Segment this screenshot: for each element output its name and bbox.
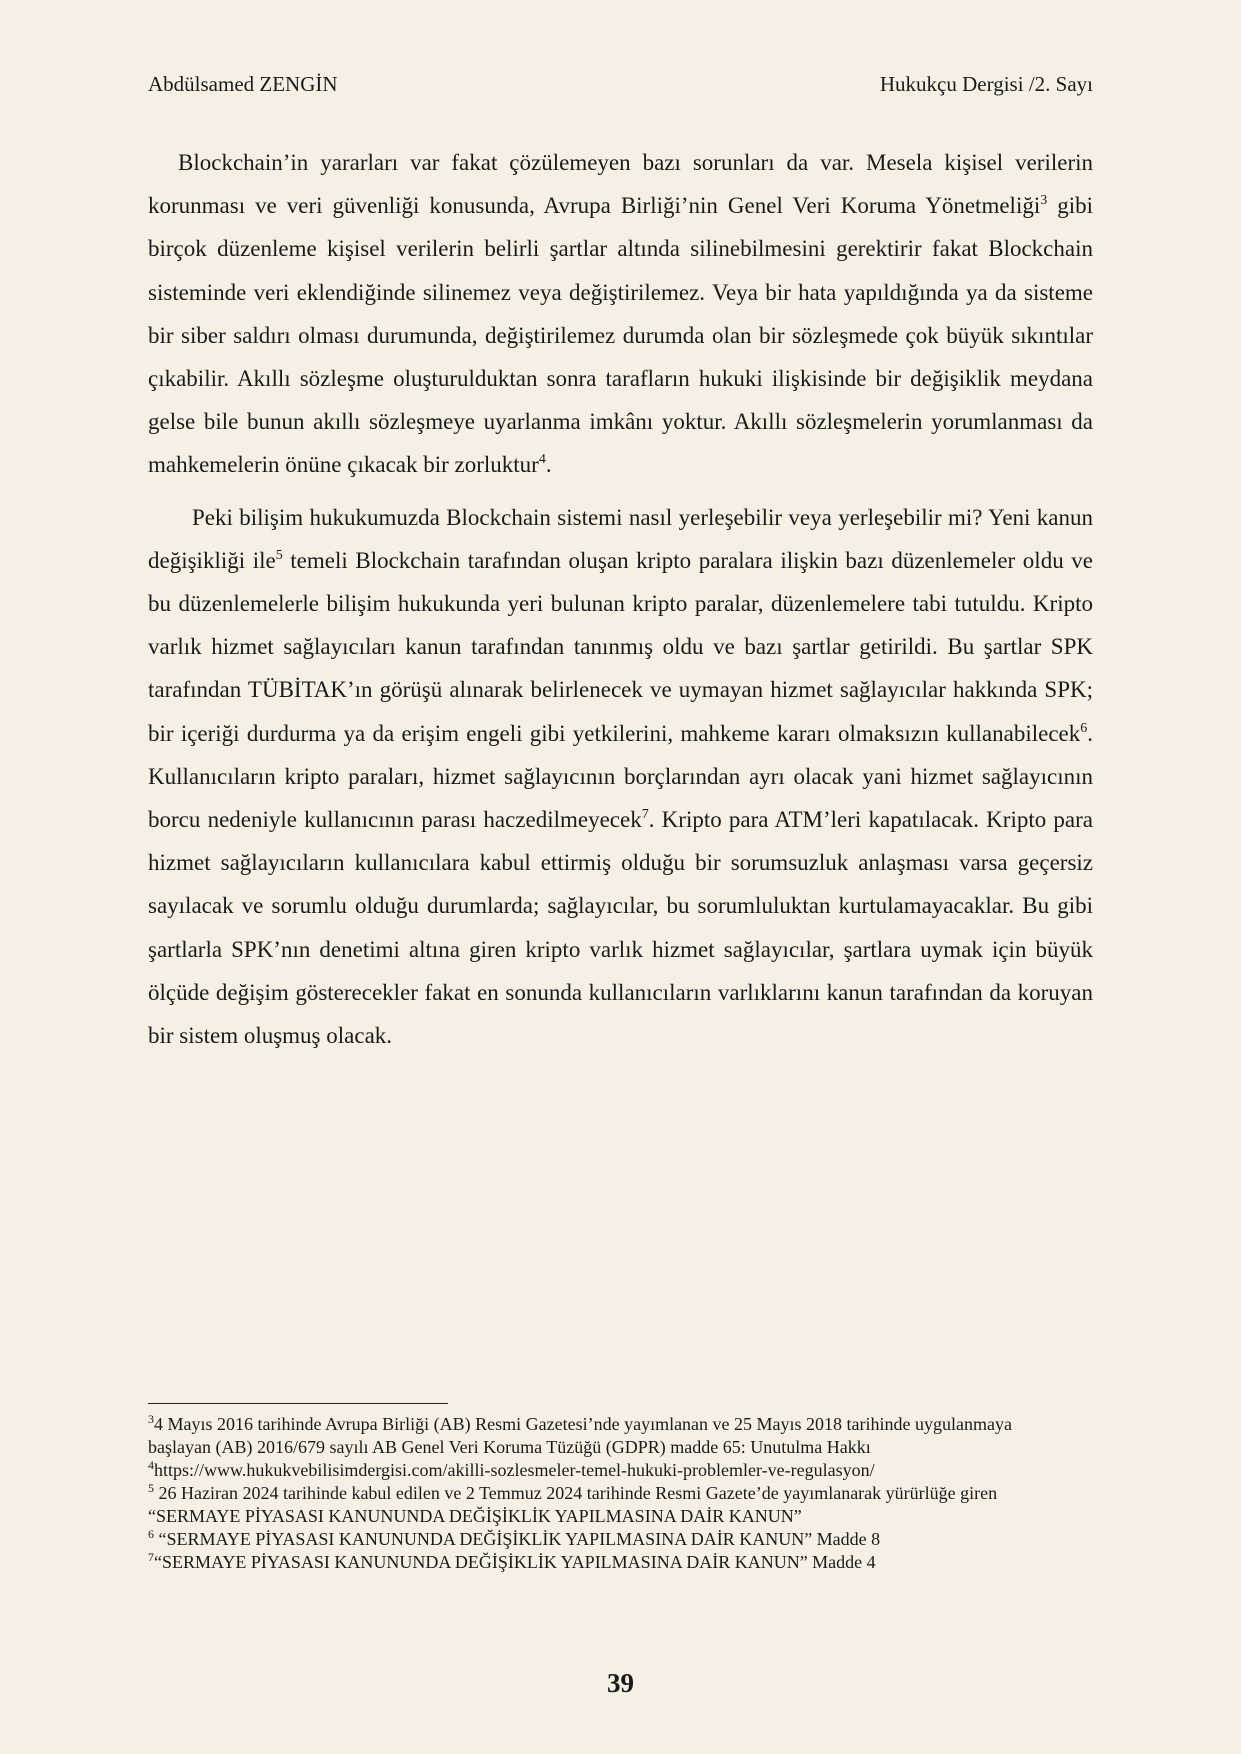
paragraph-1-text: gibi birçok düzenleme kişisel verilerin belirli şartlar altında silinebilmesini gerektirir fakat Blockchain sisteminde veri eklendiğinde silinemez veya değiştirilemez. Veya bir hata yapıldığında ya da sisteme bir siber saldırı olması durumunda, değiştirilemez durumda olan bir sözleşmede çok büyük sıkıntılar çıkabilir. Akıllı sözleşme oluşturulduktan sonra tarafların hukuki ilişkisinde bir değişiklik meydana gelse bile bunun akıllı sözleşmeye uyarlanma imkânı yoktur. Akıllı sözleşmelerin yorumlanması da mahkemelerin önüne çıkacak bir zorluktur bbox=[148, 193, 1094, 478]
paragraph-1-text: . bbox=[545, 452, 552, 478]
footnote-number: 7 bbox=[148, 1550, 154, 1564]
footnote-link[interactable]: https://www.hukukvebilisimdergisi.com/akilli-sozlesmeler-temel-hukuki-problemler-ve-regulasyon/ bbox=[154, 1460, 875, 1480]
footnote-3 bbox=[148, 1413, 1073, 1459]
footnote-number: 6 bbox=[148, 1527, 154, 1541]
footnote-ref-5[interactable]: 5 bbox=[275, 547, 283, 563]
footnote-separator bbox=[148, 1403, 448, 1404]
header-journal: Hukukçu Dergisi /2. Sayı bbox=[879, 72, 1093, 96]
footnote-text: 4 Mayıs 2016 tarihinde Avrupa Birliği (AB) Resmi Gazetesi’nde yayımlanan ve 25 Mayıs 2018 tarihinde uygulanmaya başlayan (AB) 2016/679 sayılı AB Genel Veri Koruma Tüzüğü (GDPR) madde 65: Unutulma Hakkı bbox=[148, 1414, 1012, 1457]
paragraph-2-text: temeli Blockchain tarafından oluşan kripto paralara ilişkin bazı düzenlemeler oldu ve bu düzenlemelerle bilişim hukukunda yeri bulunan kripto paralar, düzenlemelere tabi tutuldu. Kripto varlık hizmet sağlayıcıları kanun tarafından tanınmış oldu ve bazı şartlar getirildi. Bu şartlar SPK tarafından TÜBİTAK’ın görüşü alınarak belirlenecek ve uymayan hizmet sağlayıcılar hakkında SPK; bir içeriği durdurma ya da erişim engeli gibi yetkilerini, mahkeme kararı olmaksızın kullanabilecek bbox=[148, 547, 1093, 746]
header-author: Abdülsamed ZENGİN bbox=[148, 72, 338, 96]
footnote-text: “SERMAYE PİYASASI KANUNUNDA DEĞİŞİKLİK YAPILMASINA DAİR KANUN” Madde 4 bbox=[154, 1552, 876, 1572]
footnote-ref-3[interactable]: 3 bbox=[1040, 193, 1048, 209]
footnote-number: 4 bbox=[148, 1458, 154, 1472]
paragraph-2-text: . Kripto para ATM’leri kapatılacak. Kripto para hizmet sağlayıcıların kullanıcılara kabul ettirmiş olduğu bir sorumsuzluk anlaşması varsa geçersiz sayılacak ve sorumlu olduğu durumlarda; sağlayıcılar, bu sorumluluktan kurtulamayacaklar. Bu gibi şartlarla SPK’nın denetimi altına giren kripto varlık hizmet sağlayıcılar, şartlara uymak için büyük ölçüde değişim gösterecekler fakat en sonunda kullanıcıların varlıklarını kanun tarafından da koruyan bir sistem oluşmuş olacak. bbox=[148, 807, 1093, 1049]
footnote-ref-7[interactable]: 7 bbox=[641, 807, 649, 823]
page-number: 39 bbox=[607, 1668, 634, 1698]
footnote-4 bbox=[148, 1459, 1073, 1482]
paragraph-1-text: Blockchain’in yararları var fakat çözülemeyen bazı sorunları da var. Mesela kişisel verilerin korunması ve veri güvenliği konusunda, Avrupa Birliği’nin Genel Veri Koruma Yönetmeliği bbox=[148, 150, 1093, 219]
footnote-text: 26 Haziran 2024 tarihinde kabul edilen ve 2 Temmuz 2024 tarihinde Resmi Gazete’de yayımlanarak yürürlüğe giren “SERMAYE PİYASASI KANUNUNDA DEĞİŞİKLİK YAPILMASINA DAİR KANUN” bbox=[148, 1483, 998, 1526]
footnote-number: 3 bbox=[148, 1412, 154, 1426]
footnote-text: “SERMAYE PİYASASI KANUNUNDA DEĞİŞİKLİK YAPILMASINA DAİR KANUN” Madde 8 bbox=[154, 1529, 881, 1549]
paragraph-2 bbox=[148, 496, 1093, 1058]
footnote-ref-6[interactable]: 6 bbox=[1080, 720, 1088, 736]
footnotes bbox=[148, 1413, 1073, 1574]
paragraph-2-text: . Kullanıcıların kripto paraları, hizmet sağlayıcının borçlarından ayrı olacak yani hizmet sağlayıcının borcu nedeniyle kullanıcının parası haczedilmeyecek bbox=[148, 720, 1093, 833]
footnote-6 bbox=[148, 1528, 1073, 1551]
footnote-number: 5 bbox=[148, 1481, 154, 1495]
footnote-ref-4[interactable]: 4 bbox=[538, 452, 546, 468]
footnote-5 bbox=[148, 1482, 1073, 1528]
paragraph-1 bbox=[148, 141, 1093, 487]
footnote-7 bbox=[148, 1551, 1073, 1574]
body-text bbox=[148, 141, 1093, 1057]
paragraph-2-text: Peki bilişim hukukumuzda Blockchain sistemi nasıl yerleşebilir veya yerleşebilir mi? Yeni kanun değişikliği ile bbox=[148, 504, 1093, 573]
running-header bbox=[148, 72, 1093, 97]
